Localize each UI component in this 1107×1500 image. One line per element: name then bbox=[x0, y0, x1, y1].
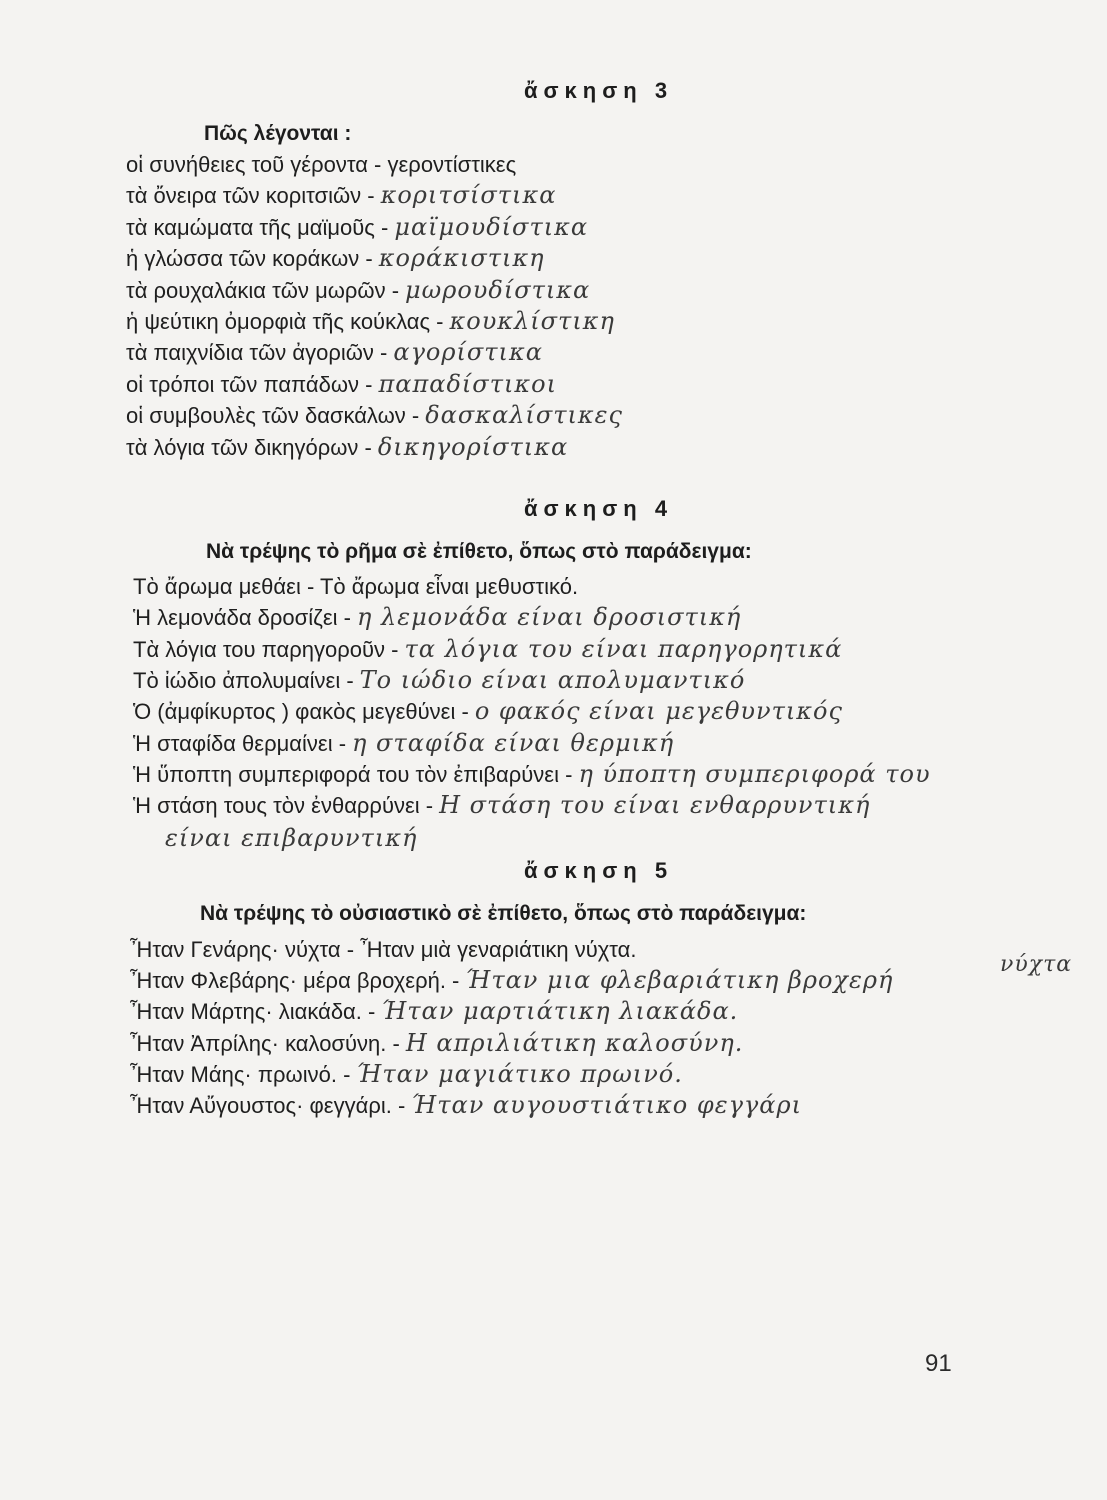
exercise-4-handwritten-answer: Η στάση του είναι ενθαρρυντική bbox=[439, 791, 871, 820]
exercise-3-item bbox=[126, 433, 568, 461]
exercise-5-item bbox=[130, 935, 643, 963]
exercise-3-heading: ἄσκηση 3 bbox=[523, 78, 674, 103]
exercise-5-answer-extra: νύχτα bbox=[1000, 952, 1073, 977]
exercise-3-item bbox=[126, 181, 556, 209]
exercise-4-item-text: Ἡ ὕποπτη συμπεριφορά του τὸν ἐπιβαρύνει - bbox=[133, 761, 573, 787]
exercise-5-item-text: Ἦταν Φλεβάρης· μέρα βροχερή. - bbox=[130, 968, 460, 994]
exercise-5-handwritten-answer: Ήταν αυγουστιάτικο φεγγάρι bbox=[411, 1091, 802, 1119]
exercise-3-item bbox=[126, 276, 590, 304]
exercise-4-handwritten-answer: Το ιώδιο είναι απολυμαντικό bbox=[359, 665, 746, 694]
exercise-3-item bbox=[126, 401, 623, 429]
exercise-4-heading: ἄσκηση 4 bbox=[523, 496, 674, 521]
exercise-5-item bbox=[130, 1060, 683, 1088]
exercise-5-handwritten-answer: Η απριλιάτικη καλοσύνη. bbox=[405, 1028, 744, 1057]
exercise-5-instruction: Νὰ τρέψης τὸ οὐσιαστικὸ σὲ ἐπίθετο, ὅπως στὸ παράδειγμα: bbox=[200, 902, 807, 925]
exercise-3-item-text: ἡ γλώσσα τῶν κοράκων - bbox=[126, 246, 373, 272]
exercise-4-answer-continuation: είναι επιβαρυντική bbox=[165, 824, 418, 852]
exercise-4-item bbox=[133, 697, 843, 725]
exercise-4-item bbox=[133, 760, 931, 788]
exercise-3-item-text: τὰ παιχνίδια τῶν ἀγοριῶν - bbox=[126, 340, 388, 366]
exercise-3-handwritten-answer: δικηγορίστικα bbox=[377, 432, 569, 461]
exercise-5-handwritten-answer: Ήταν μαγιάτικο πρωινό. bbox=[356, 1059, 683, 1088]
exercise-4-handwritten-answer: η σταφίδα είναι θερμική bbox=[352, 728, 675, 757]
exercise-3-handwritten-answer: κοριτσίστικα bbox=[380, 181, 557, 210]
exercise-3-item bbox=[126, 244, 545, 272]
exercise-5-item bbox=[130, 1029, 743, 1057]
exercise-4-item bbox=[133, 729, 674, 757]
exercise-3-handwritten-answer: μωρουδίστικα bbox=[405, 275, 591, 304]
exercise-3-handwritten-answer: παπαδίστικοι bbox=[378, 369, 557, 398]
exercise-4-item bbox=[133, 572, 584, 600]
exercise-3-item-text: οἱ τρόποι τῶν παπάδων - bbox=[126, 371, 373, 397]
exercise-4-item-text: Τὰ λόγια του παρηγοροῦν - bbox=[133, 636, 399, 662]
exercise-4-item bbox=[133, 603, 741, 631]
exercise-4-item bbox=[133, 791, 870, 819]
exercise-4-item-text: Τὸ ἰώδιο ἀπολυμαίνει - bbox=[133, 667, 354, 693]
exercise-4-item-text: Ἡ στάση τους τὸν ἐνθαρρύνει - bbox=[133, 793, 434, 819]
exercise-5-item bbox=[130, 966, 893, 994]
exercise-3-item bbox=[126, 307, 615, 335]
exercise-5-item-text: Ἦταν Αὔγουστος· φεγγάρι. - bbox=[130, 1093, 406, 1118]
exercise-4-item-text: Τὸ ἄρωμα μεθάει - Τὸ ἄρωμα εἶναι μεθυστικό. bbox=[133, 574, 579, 599]
exercise-4-handwritten-answer: ο φακός είναι μεγεθυντικός bbox=[474, 697, 843, 726]
exercise-5-item bbox=[130, 997, 738, 1025]
exercise-3-handwritten-answer: δασκαλίστικες bbox=[425, 401, 623, 430]
exercise-5-handwritten-answer: Ήταν μαρτιάτικη λιακάδα. bbox=[381, 997, 739, 1026]
exercise-3-item-text: τὰ ὄνειρα τῶν κοριτσιῶν - bbox=[126, 183, 375, 209]
exercise-3-item-text: τὰ λόγια τῶν δικηγόρων - bbox=[126, 434, 372, 460]
exercise-3-handwritten-answer: κοράκιστικη bbox=[378, 244, 545, 273]
exercise-4-item-text: Ὁ (ἀμφίκυρτος ) φακὸς μεγεθύνει - bbox=[133, 699, 469, 725]
exercise-3-handwritten-answer: κουκλίστικη bbox=[449, 307, 615, 335]
exercise-3-item bbox=[126, 338, 543, 366]
exercise-3-item-text: οἱ συνήθειες τοῦ γέροντα - γεροντίστικες bbox=[126, 152, 517, 177]
exercise-3-item bbox=[126, 213, 588, 241]
exercise-3-handwritten-answer: μαϊμουδίστικα bbox=[394, 212, 589, 241]
page-number: 91 bbox=[925, 1350, 952, 1377]
exercise-5-item-text: Ἦταν Μάρτης· λιακάδα. - bbox=[130, 999, 376, 1025]
exercise-4-item bbox=[133, 666, 745, 694]
exercise-5-item bbox=[130, 1091, 802, 1119]
exercise-3-handwritten-answer: αγορίστικα bbox=[393, 338, 543, 367]
exercise-3-item-text: τὰ καμώματα τῆς μαϊμοῦς - bbox=[126, 214, 389, 240]
exercise-3-item-text: τὰ ρουχαλάκια τῶν μωρῶν - bbox=[126, 277, 400, 303]
exercise-3-item bbox=[126, 150, 522, 178]
exercise-5-handwritten-answer: Ήταν μια φλεβαριάτικη βροχερή bbox=[465, 966, 894, 995]
exercise-4-item-text: Ἡ σταφίδα θερμαίνει - bbox=[133, 730, 347, 756]
exercise-3-item-text: ἡ ψεύτικη ὀμορφιὰ τῆς κούκλας - bbox=[126, 309, 444, 334]
exercise-4-handwritten-answer: η λεμονάδα είναι δροσιστική bbox=[356, 603, 742, 632]
exercise-4-handwritten-answer: η ύποπτη συμπεριφορά του bbox=[578, 759, 931, 788]
exercise-3-item bbox=[126, 370, 557, 398]
exercise-5-item-text: Ἦταν Ἀπρίλης· καλοσύνη. - bbox=[130, 1030, 400, 1056]
exercise-4-handwritten-answer: τα λόγια του είναι παρηγορητικά bbox=[404, 634, 843, 663]
exercise-5-item-text: Ἦταν Μάης· πρωινό. - bbox=[130, 1061, 351, 1087]
exercise-3-instruction: Πῶς λέγονται : bbox=[204, 122, 352, 145]
exercise-5-item-text: Ἦταν Γενάρης· νύχτα - Ἦταν μιὰ γεναριάτικη νύχτα. bbox=[130, 937, 637, 962]
exercise-5-heading: ἄσκηση 5 bbox=[523, 858, 674, 883]
exercise-4-item bbox=[133, 635, 842, 663]
exercise-4-item-text: Ἡ λεμονάδα δροσίζει - bbox=[133, 605, 351, 631]
exercise-3-item-text: οἱ συμβουλὲς τῶν δασκάλων - bbox=[126, 403, 420, 429]
exercise-4-instruction: Νὰ τρέψης τὸ ρῆμα σὲ ἐπίθετο, ὅπως στὸ παράδειγμα: bbox=[206, 540, 752, 563]
